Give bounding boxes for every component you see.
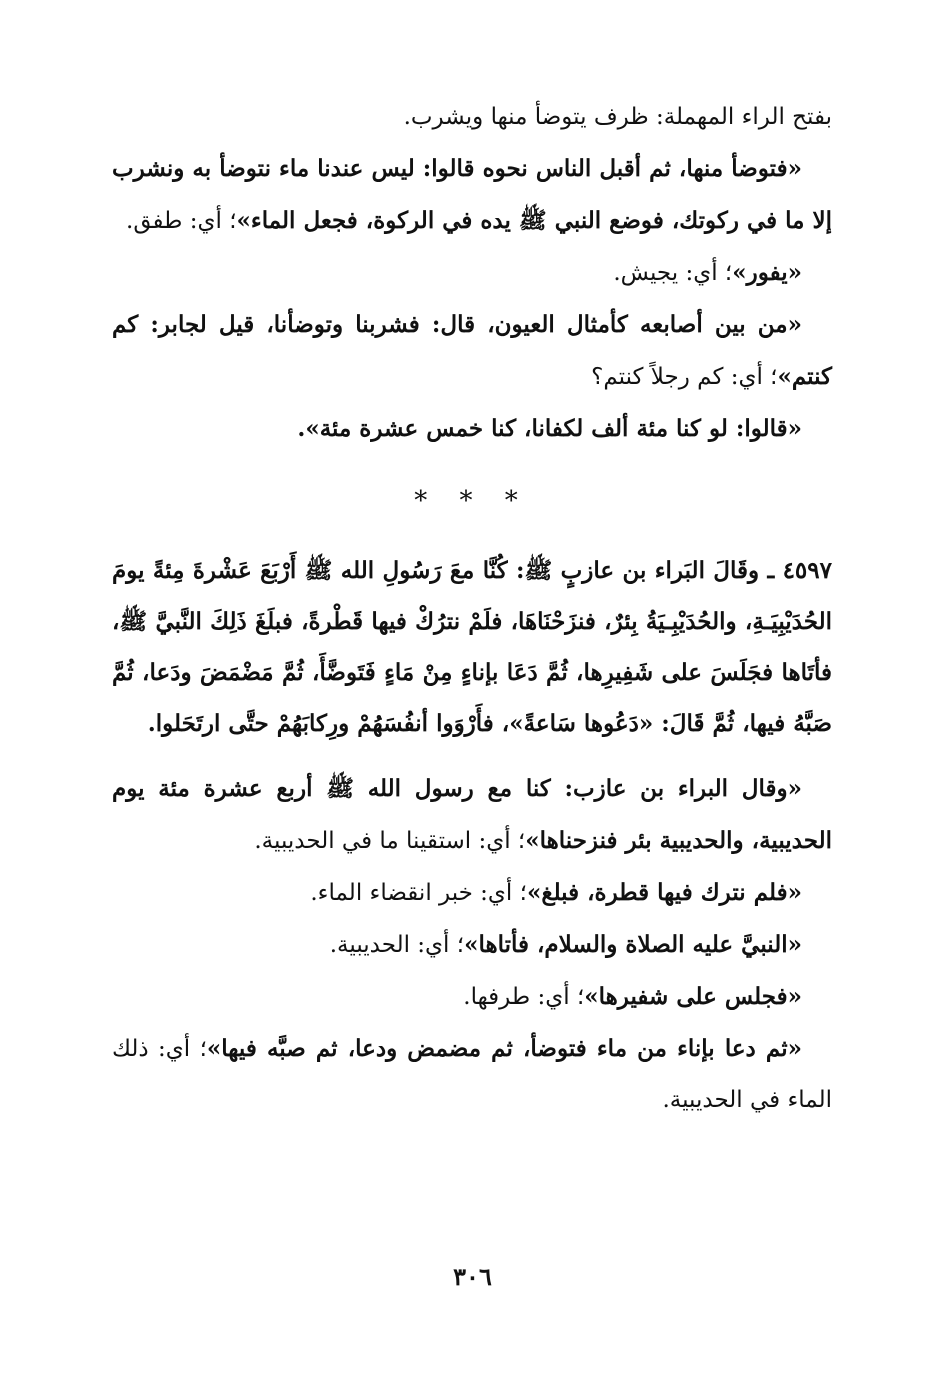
quote-run: «فلم نترك فيها قطرة، فبلغ» [526,879,802,906]
gloss-run: ؛ أي: استقينا ما في الحديبية. [254,828,526,854]
section-separator: * * * [414,486,530,516]
gloss-run: ؛ أي: يجيش. [613,260,733,286]
page-number: ٣٠٦ [453,1262,492,1291]
gloss-run: ؛ أي: طفق. [126,208,237,234]
paragraph-2 [112,143,832,247]
quote-run: «من بين أصابعه كأمثال العيون، قال: فشربنا وتوضأنا، قيل لجابر: كم كنتم» [112,311,832,390]
quote-run: «قالوا: لو كنا مئة ألف لكفانا، كنا خمس عشرة مئة». [297,415,802,442]
paragraph-4 [112,299,832,403]
gloss-run: ؛ أي: كم رجلاً كنتم؟ [591,364,778,390]
page-body [112,92,832,1126]
quote-run: «ثم دعا بإناء من ماء فتوضأ، ثم مضمض ودعا، ثم صبَّه فيها» [206,1035,802,1062]
quote-run: «وقال البراء بن عازب: كنا مع رسول الله ﷺ أربع عشرة مئة يوم الحديبية، والحديبية بئر فنزحناها» [112,775,832,854]
quote-run: «النبيَّ عليه الصلاة والسلام، فأتاها» [464,931,802,958]
quote-run: «فتوضأ منها، ثم أقبل الناس نحوه قالوا: ليس عندنا ماء نتوضأ به ونشرب إلا ما في ركوتك، فوضع النبي ﷺ يده في الركوة، فجعل الماء» [112,155,832,234]
text-run: بفتح الراء المهملة: ظرف يتوضأ منها ويشرب. [403,104,832,130]
quote-run: «يفور» [732,259,802,286]
gloss-run: ؛ أي: خبر انقضاء الماء. [310,880,527,906]
commentary-5 [112,1023,832,1126]
gloss-run: ؛ أي: الحديبية. [329,932,465,958]
commentary-1 [112,763,832,867]
paragraph-5 [112,403,832,455]
hadith-text: ٤٥٩٧ ـ وقَالَ البَراء بن عازبٍ ﷺ: كُنَّا معَ رَسُولِ الله ﷺ أَرْبَعَ عَشْرةَ مِئةً يومَ الحُدَيْبِيَـةِ، والحُدَيْبِـيَةُ بِئرٌ، فنزَحْنَاهَا، فلَمْ نترُكْ فيها قَطْرةً، فبلَغَ ذَلِكَ النَّبيَّ ﷺ، فأتَاها فجَلَسَ على شَفِيرِها، ثُمَّ دَعَا بإناءٍ مِنْ مَاءٍ فَتَوضَّأَ، ثُمَّ مَضْمَضَ ودَعا، ثُمَّ صَبَّهُ فيها، ثُمَّ قَالَ: «دَعُوها سَاعةً»، فأَرْوَوا أنفُسَهُمْ ورِكابَهُمْ حتَّى ارتَحَلوا. [112,557,833,737]
gloss-run: ؛ أي: ذلك الماء في الحديبية. [112,1036,832,1113]
quote-run: «فجلس على شفيرها» [584,983,802,1010]
commentary-2 [112,867,832,919]
commentary-3 [112,919,832,971]
paragraph-1 [112,92,832,143]
commentary-4 [112,971,832,1023]
paragraph-3 [112,247,832,299]
gloss-run: ؛ أي: طرفها. [463,984,585,1010]
